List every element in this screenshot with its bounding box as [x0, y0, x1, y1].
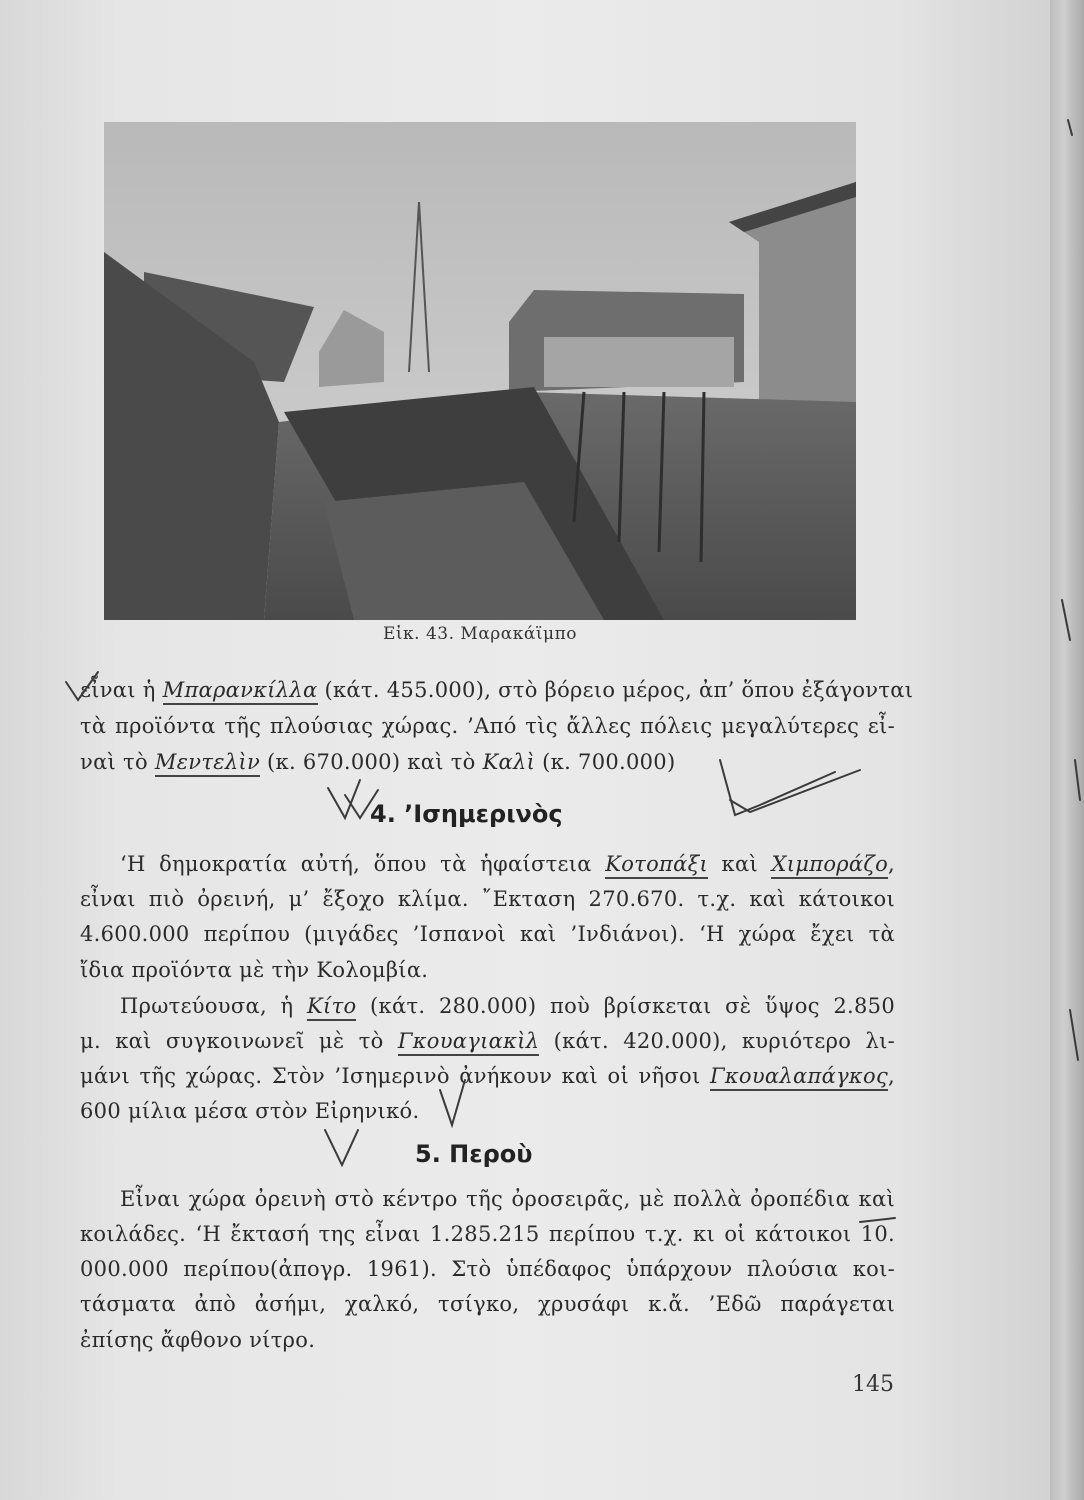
text-line: 000.000 περίπου(ἀπογρ. 1961). Στὸ ὑπέδαφος ὑπάρχουν πλούσια κοι-: [80, 1257, 895, 1281]
text-line: Εἶναι χώρα ὀρεινὴ στὸ κέντρο τῆς ὀροσειρᾶς, μὲ πολλὰ ὀροπέδια καὶ: [120, 1187, 895, 1211]
city-name: Μεντελὶν: [155, 750, 260, 777]
text-line: ‘Η δημοκρατία αὐτή, ὅπου τὰ ἡφαίστεια Κοτοπάξι καὶ Χιμποράζο,: [120, 852, 895, 876]
island-name: Γκουαλαπάγκος: [710, 1064, 888, 1091]
city-name: Κίτο: [307, 994, 356, 1021]
text-line: μ. καὶ συγκοινωνεῖ μὲ τὸ Γκουαγιακὶλ (κάτ. 420.000), κυριότερο λι-: [80, 1029, 895, 1053]
text-line: κοιλάδες. ‘Η ἔκτασή της εἶναι 1.285.215 περίπου τ.χ. κι οἱ κάτοικοι 10.: [80, 1222, 895, 1246]
section-heading-ecuador: 4. ’Ισημερινὸς: [370, 800, 563, 828]
figure-caption: Εἰκ. 43. Μαρακάϊμπο: [382, 624, 578, 644]
text-line: ναὶ τὸ Μεντελὶν (κ. 670.000) καὶ τὸ Καλὶ (κ. 700.000): [80, 750, 675, 774]
text-line: εἶναι ἡ Μπαρανκίλλα (κάτ. 455.000), στὸ βόρειο μέρος, ἀπ’ ὅπου ἐξάγονται: [80, 678, 895, 702]
text-line: ἴδια προϊόντα μὲ τὴν Κολομβία.: [80, 958, 429, 982]
photograph-maracaibo: [104, 122, 856, 620]
page-edge: [1050, 0, 1084, 1500]
volcano-name: Κοτοπάξι: [605, 852, 708, 879]
volcano-name: Χιμποράζο: [771, 852, 888, 879]
city-name: Γκουαγιακὶλ: [398, 1029, 540, 1056]
text-line: Πρωτεύουσα, ἡ Κίτο (κάτ. 280.000) ποὺ βρίσκεται σὲ ὕψος 2.850: [120, 994, 895, 1018]
text-line: μάνι τῆς χώρας. Στὸν ’Ισημερινὸ ἀνήκουν καὶ οἱ νῆσοι Γκουαλαπάγκος,: [80, 1064, 895, 1088]
page-number: 145: [852, 1372, 894, 1397]
text-line: 600 μίλια μέσα στὸν Εἰρηνικό.: [80, 1099, 420, 1123]
text-line: τὰ προϊόντα τῆς πλούσιας χώρας. ’Από τὶς ἄλλες πόλεις μεγαλύτερες εἶ-: [80, 714, 895, 738]
section-heading-peru: 5. Περοὺ: [415, 1140, 533, 1168]
text-line: τάσματα ἀπὸ ἀσήμι, χαλκό, τσίγκο, χρυσάφι κ.ἄ. ’Εδῶ παράγεται: [80, 1292, 895, 1316]
city-name: Μπαρανκίλλα: [163, 678, 318, 705]
city-name: Καλὶ: [482, 750, 536, 774]
text-line: 4.600.000 περίπου (μιγάδες ’Ισπανοὶ καὶ ’Ινδιάνοι). ‘Η χώρα ἔχει τὰ: [80, 922, 895, 946]
text-line: ἐπίσης ἄφθονο νίτρο.: [80, 1328, 316, 1352]
text-line: εἶναι πιὸ ὀρεινή, μ’ ἔξοχο κλίμα. ῎Εκταση 270.670. τ.χ. καὶ κάτοικοι: [80, 887, 895, 911]
